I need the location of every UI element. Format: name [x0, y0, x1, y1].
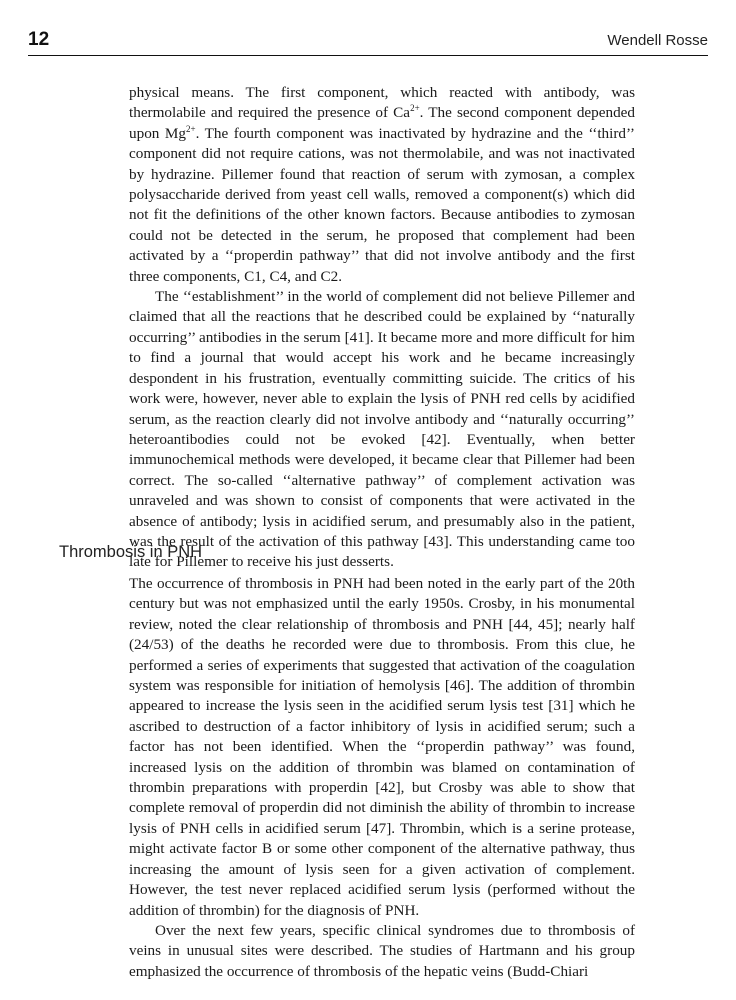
paragraph-establishment: The ‘‘establishment’’ in the world of complement did not believe Pillemer and claimed that all the reactions that he described could be explained by ‘‘naturally occurring’’ antibodies in the serum [41]. It became more and more difficult for him to find a journal that would accept his work and he became increasingly despondent in his frustration, eventually committing suicide. The critics of his work were, however, never able to explain the lysis of PNH red cells by acidified serum, as the reaction clearly did not involve antibody and ‘‘naturally occurring’’ heteroantibodies could not be evoked [42]. Eventually, when better immunochemical methods were developed, it became clear that Pillemer had been correct. The so-called ‘‘alternative pathway’’ of complement activation was unraveled and was shown to consist of components that were activated in the absence of antibody; lysis in acidified serum, and presumably also in the patient, was the result of the activation of this pathway [43]. This understanding came too late for Pillemer to receive his just desserts. — [129, 288, 635, 571]
section-heading: Thrombosis in PNH — [59, 543, 203, 561]
superscript-charge: 2+ — [186, 123, 196, 134]
page-number: 12 — [28, 29, 50, 50]
page-header — [28, 28, 708, 62]
paragraph-complement-components — [129, 83, 635, 287]
paragraph-clinical-syndromes: Over the next few years, specific clinical syndromes due to thrombosis of veins in unusual sites were described. The studies of Hartmann and his group emphasized the occurrence of thrombosis of the hepatic veins (Budd-Chiari — [129, 921, 635, 980]
text-run: . The second component depended upon Mg — [129, 104, 636, 142]
section-text-block — [129, 574, 635, 982]
header-rule — [28, 55, 708, 56]
running-head-author: Wendell Rosse — [607, 32, 708, 49]
text-run: . The fourth component was inactivated by hydrazine and the ‘‘third’’ component did not require cations, was not thermolabile, and was not inactivated by hydrazine. Pillemer found that reaction of serum with zymosan, a complex polysaccharide derived from yeast cell walls, removed a component(s) which did not fit the definitions of the other known factors. Because antibodies to zymosan could not be detected in the serum, he proposed that complement had been activated by a ‘‘properdin pathway’’ that did not involve antibody and the first three components, C1, C4, and C2. — [129, 124, 635, 285]
superscript-charge: 2+ — [410, 103, 420, 114]
text-run: physical means. The first component, which reacted with antibody, was thermolabile and required the presence of Ca — [129, 84, 635, 122]
continuation-text-block — [129, 83, 635, 573]
paragraph-thrombosis-history: The occurrence of thrombosis in PNH had been noted in the early part of the 20th century but was not emphasized until the early 1950s. Crosby, in his monumental review, noted the clear relationship of thrombosis and PNH [44, 45]; nearly half (24/53) of the deaths he recorded were due to thrombosis. From this clue, he performed a series of experiments that suggested that activation of the coagulation system was responsible for initiation of hemolysis [46]. The addition of thrombin appeared to increase the lysis seen in the acidified serum lysis test [31] which he ascribed to destruction of a factor inhibitory of lysis in acidified serum; such a factor has not been identified. When the ‘‘properdin pathway’’ was found, increased lysis on the addition of thrombin was blamed on contamination of thrombin preparations with properdin [42], but Crosby was able to show that complete removal of properdin did not diminish the ability of thrombin to increase lysis of PNH cells in acidified serum [47]. Thrombin, which is a serine protease, might activate factor B or some other component of the alternative pathway, thus increasing the amount of lysis seen for a given activation of complement. However, the test never replaced acidified serum lysis (performed without the addition of thrombin) for the diagnosis of PNH. — [129, 575, 635, 919]
